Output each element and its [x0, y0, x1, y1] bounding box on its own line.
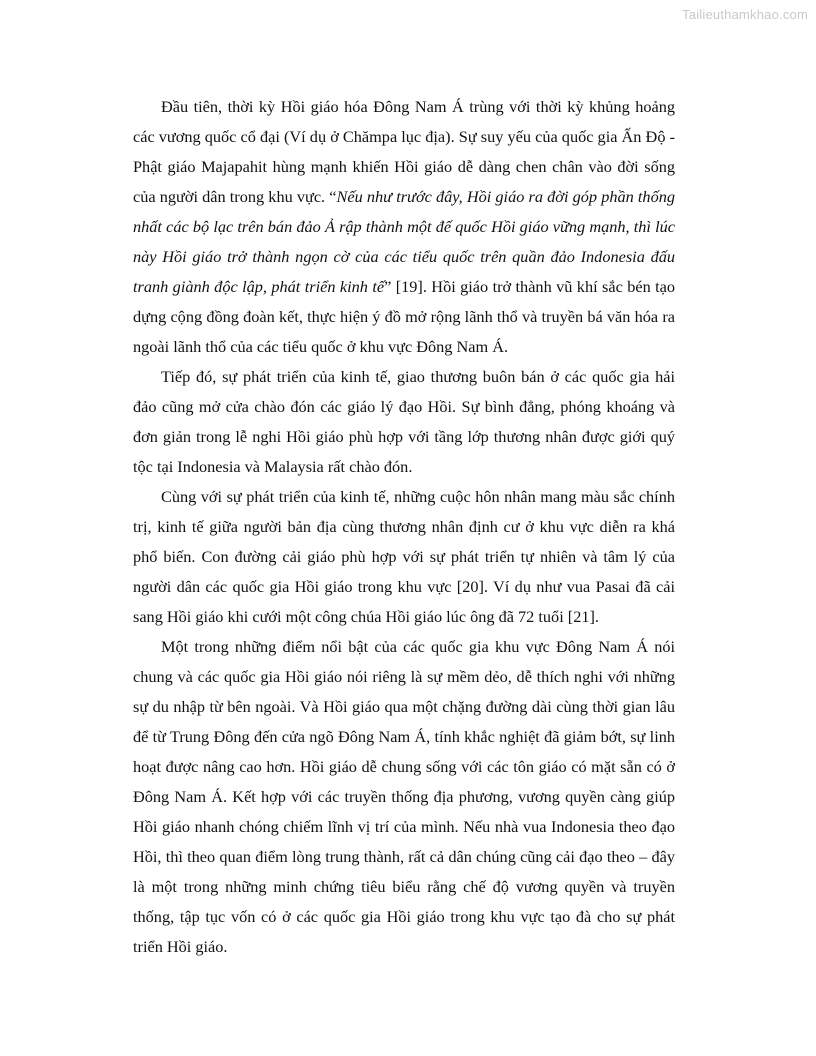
document-body — [133, 92, 675, 962]
paragraph-2: Tiếp đó, sự phát triển của kinh tế, giao thương buôn bán ở các quốc gia hải đảo cũng mở cửa chào đón các giáo lý đạo Hồi. Sự bình đẳng, phóng khoáng và đơn giản trong lễ nghi Hồi giáo phù hợp với tầng lớp thương nhân được giới quý tộc tại Indonesia và Malaysia rất chào đón. — [133, 367, 675, 476]
paragraph-1-quote: Nếu như trước đây, Hồi giáo ra đời góp phần thống nhất các bộ lạc trên bán đảo Ả rập thành một đế quốc Hồi giáo vững mạnh, thì lúc này Hồi giáo trở thành ngọn cờ của các tiểu quốc trên quần đảo Indonesia đấu tranh giành độc lập, phát triển kinh tế — [133, 187, 675, 296]
paragraph-1-text-after: ” [19]. Hồi giáo trở thành vũ khí sắc bén tạo dựng cộng đồng đoàn kết, thực hiện ý đồ mở rộng lãnh thổ và truyền bá văn hóa ra ngoài lãnh thổ của các tiểu quốc ở khu vực Đông Nam Á. — [133, 277, 676, 356]
paragraph-3: Cùng với sự phát triển của kinh tế, những cuộc hôn nhân mang màu sắc chính trị, kinh tế giữa người bản địa cùng thương nhân định cư ở khu vực diễn ra khá phổ biến. Con đường cải giáo phù hợp với sự phát triển tự nhiên và tâm lý của người dân các quốc gia Hồi giáo trong khu vực [20]. Ví dụ như vua Pasai đã cải sang Hồi giáo khi cưới một công chúa Hồi giáo lúc ông đã 72 tuổi [21]. — [133, 487, 675, 626]
paragraph-4: Một trong những điểm nổi bật của các quốc gia khu vực Đông Nam Á nói chung và các quốc gia Hồi giáo nói riêng là sự mềm dẻo, dễ thích nghi với những sự du nhập từ bên ngoài. Và Hồi giáo qua một chặng đường dài cùng thời gian lâu để từ Trung Đông đến cửa ngõ Đông Nam Á, tính khắc nghiệt đã giảm bớt, sự linh hoạt được nâng cao hơn. Hồi giáo dễ chung sống với các tôn giáo có mặt sẵn có ở Đông Nam Á. Kết hợp với các truyền thống địa phương, vương quyền càng giúp Hồi giáo nhanh chóng chiếm lĩnh vị trí của mình. Nếu nhà vua Indonesia theo đạo Hồi, thì theo quan điểm lòng trung thành, rất cả dân chúng cũng cải đạo theo – đây là một trong những minh chứng tiêu biểu rằng chế độ vương quyền và truyền thống, tập tục vốn có ở các quốc gia Hồi giáo trong khu vực tạo đà cho sự phát triển Hồi giáo. — [133, 637, 675, 956]
paragraph-1 — [133, 92, 675, 362]
watermark-text: Tailieuthamkhao.com — [682, 7, 808, 22]
paragraph-1-text-before: Đầu tiên, thời kỳ Hồi giáo hóa Đông Nam Á trùng với thời kỳ khủng hoảng các vương quốc cổ đại (Ví dụ ở Chămpa lục địa). Sự suy yếu của quốc gia Ấn Độ - Phật giáo Majapahit hùng mạnh khiến Hồi giáo dễ dàng chen chân vào đời sống của người dân trong khu vực. “ — [133, 97, 675, 206]
